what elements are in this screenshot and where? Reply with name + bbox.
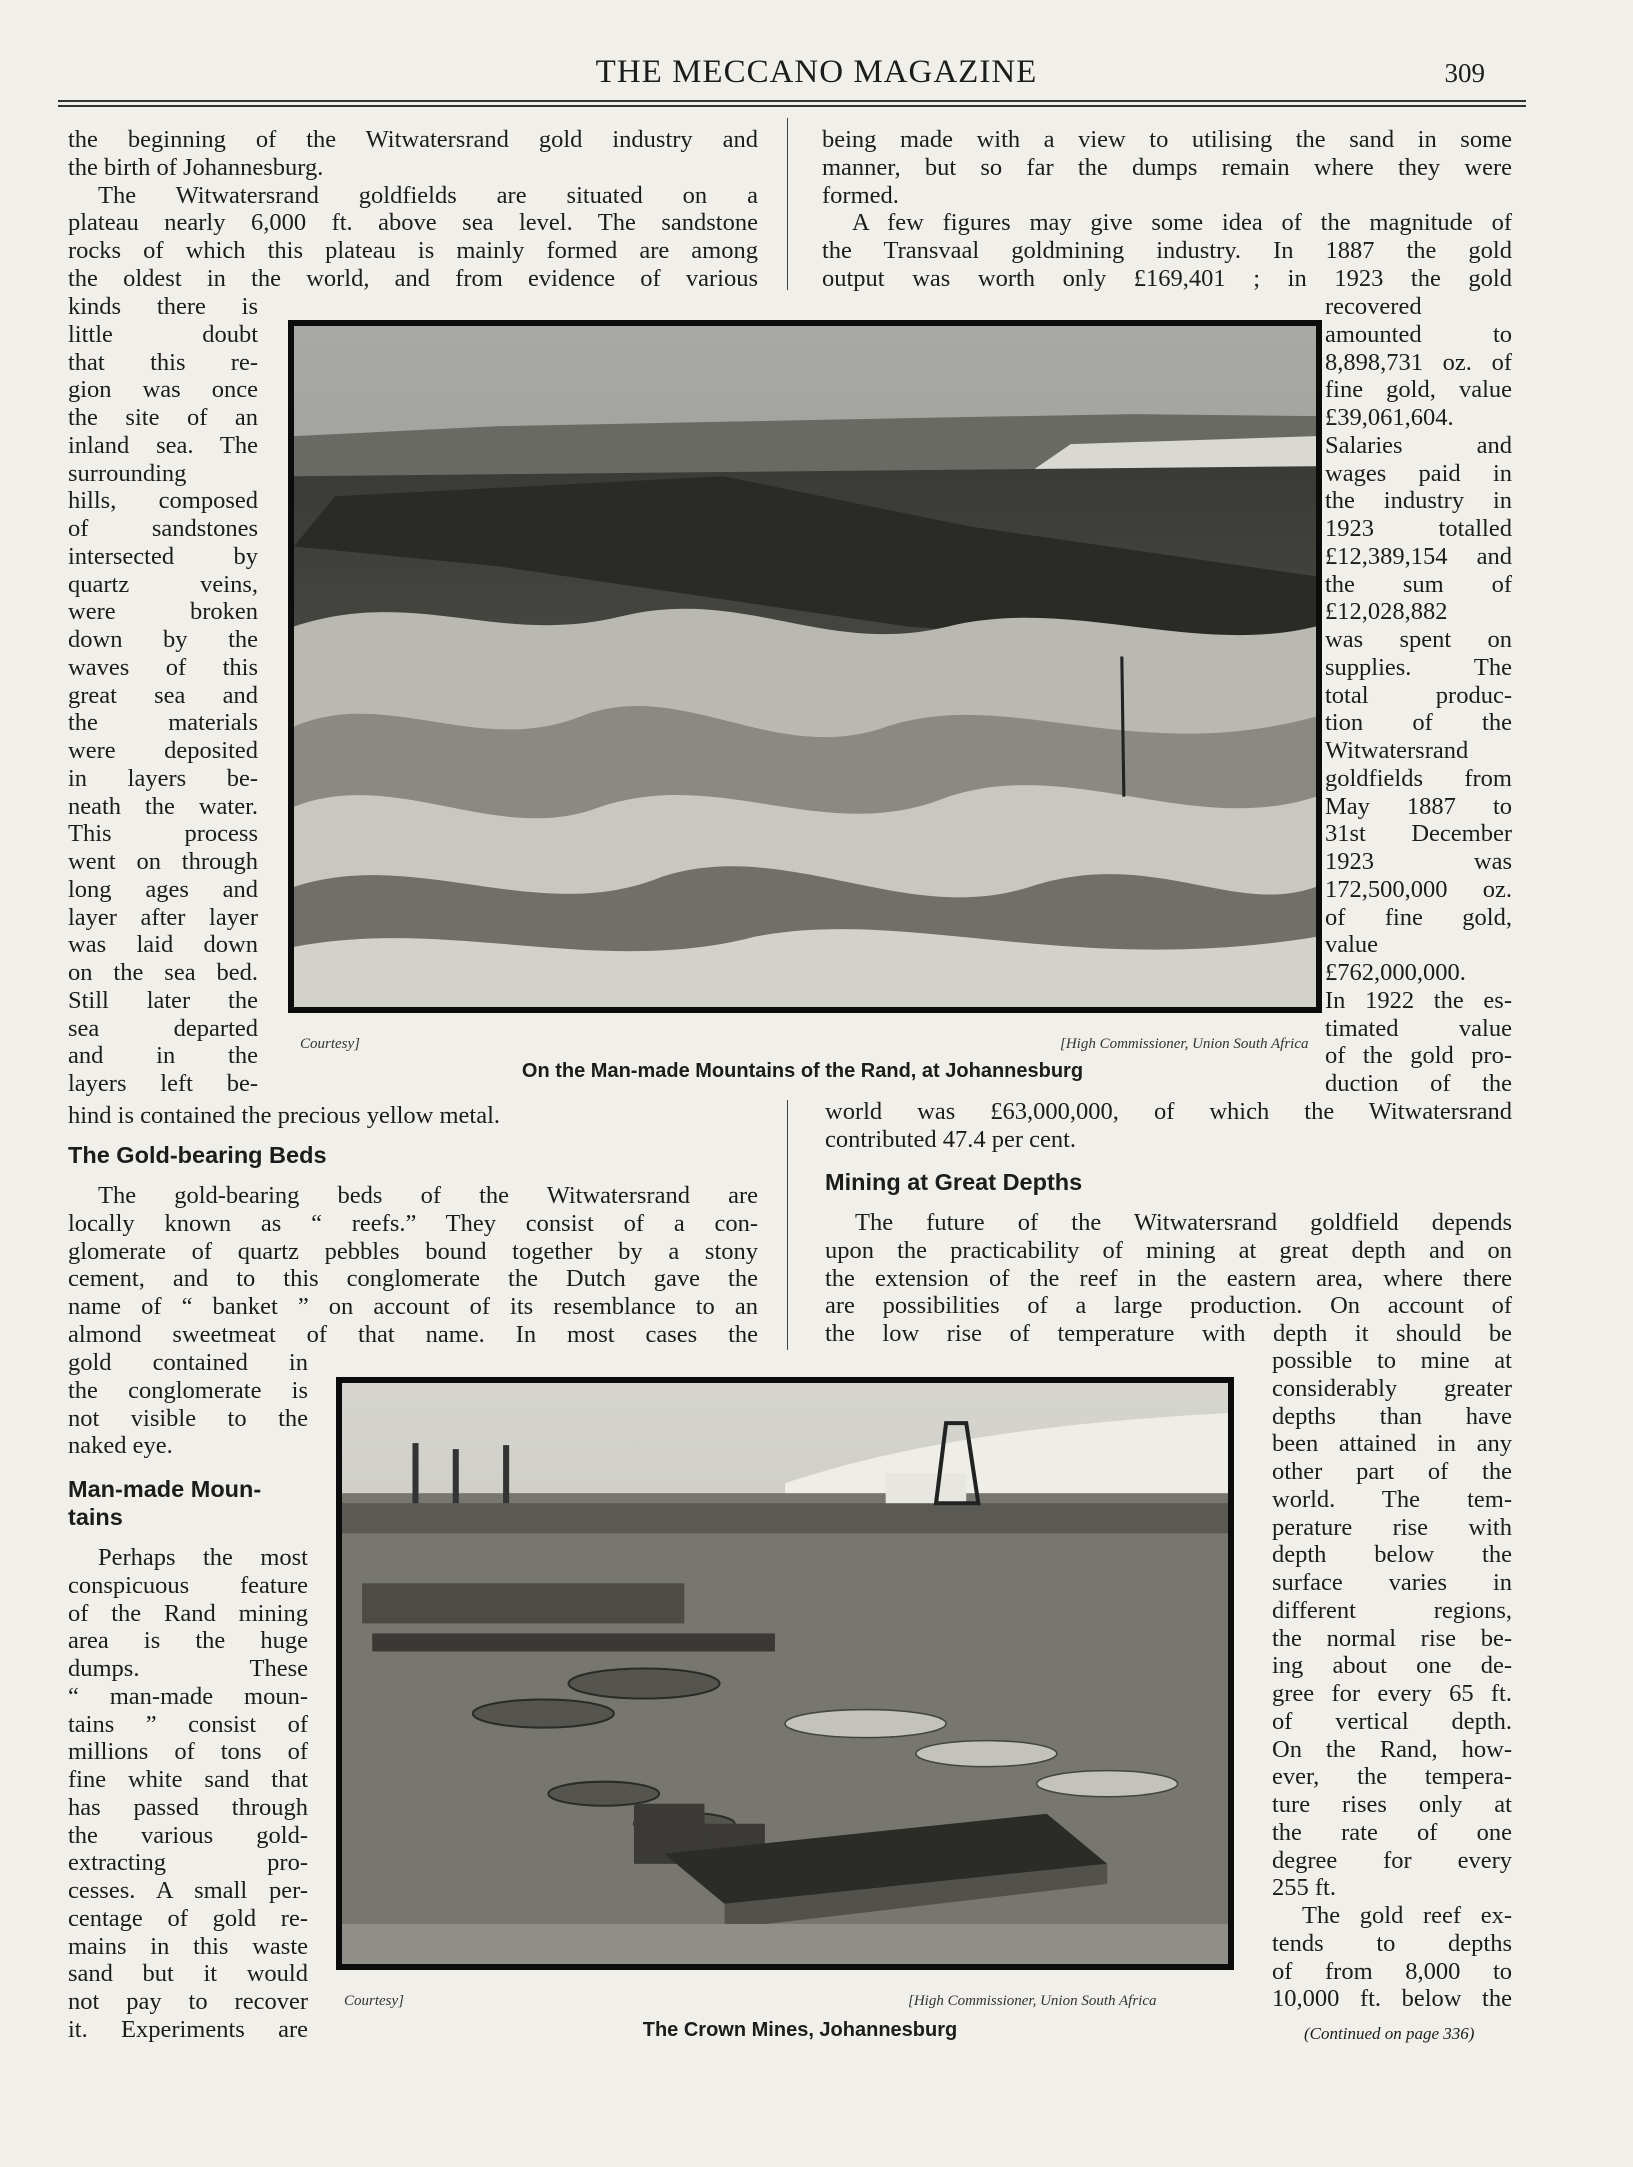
col2-narrow2-line: ing about one de- (1272, 1652, 1512, 1680)
col2-narrow2-line: degree for every (1272, 1846, 1512, 1874)
col1-narrow-line: hills, composed (68, 487, 258, 515)
heading-man-made-mountains-2: tains (68, 1504, 123, 1530)
col2-narrow-line: supplies. The (1325, 653, 1512, 681)
col1-narrow-line: This process (68, 820, 258, 848)
col1-narrow-line: the site of an (68, 404, 258, 431)
col2-narrow-line: value (1325, 931, 1379, 959)
col1-narrow-line: inland sea. The (68, 431, 258, 459)
col2-narrow2-line: been attained in any (1272, 1430, 1512, 1458)
col2-mid-line: world was £63,000,000, of which the Witwatersrand (825, 1098, 1512, 1125)
gold-beds-lines-line: cement, and to this conglomerate the Dutch gave the (68, 1265, 758, 1293)
col1-top-line: plateau nearly 6,000 ft. above sea level. The sandstone (68, 209, 758, 237)
photo2-caption: The Crown Mines, Johannesburg (642, 2019, 958, 2041)
col2-narrow-line: of fine gold, (1325, 903, 1512, 931)
col1-narrow-line: layer after layer (68, 903, 258, 931)
mountains-lines-line: has passed through (68, 1793, 308, 1821)
gold-beds-lines-line: almond sweetmeat of that name. In most cases the (68, 1321, 758, 1348)
mountains-lines-line: of the Rand mining (68, 1599, 308, 1627)
col2-narrow-line: £12,028,882 (1325, 598, 1448, 626)
mountains-lines-line: not pay to recover (68, 1988, 308, 2015)
col2-narrow-line: recovered (1325, 293, 1422, 320)
col1-top-line: the oldest in the world, and from evidence of various (68, 265, 758, 292)
col1-narrow-line: layers left be- (68, 1070, 258, 1097)
col2-narrow-line: 1923 totalled (1325, 515, 1512, 542)
col1-narrow-line: in layers be- (68, 764, 258, 792)
dumps-photo-illustration (294, 326, 1316, 1007)
col2-narrow2-line: of from 8,000 to (1272, 1957, 1512, 1985)
col2-narrow2-line: 10,000 ft. below the (1272, 1985, 1512, 2013)
mountains-lines-line: fine white sand that (68, 1766, 308, 1793)
col2-narrow2-line: considerably greater (1272, 1374, 1512, 1402)
col2-narrow-line: the industry in (1325, 487, 1512, 515)
header-rule-top (58, 100, 1526, 102)
col2-narrow-line: 8,898,731 oz. of (1325, 348, 1512, 376)
column-rule-middle (787, 1100, 788, 1350)
col1-narrow-line: were broken (68, 598, 258, 626)
mountains-lines-line: cesses. A small per- (68, 1877, 308, 1904)
col2-narrow-line: total produc- (1325, 681, 1512, 709)
mountains-lines-line: centage of gold re- (68, 1904, 308, 1932)
col1-narrow-line: great sea and (68, 681, 258, 709)
gold-beds-lines-line: glomerate of quartz pebbles bound together by a stony (68, 1237, 758, 1265)
col1-narrow-line: were deposited (68, 737, 258, 764)
col2-narrow2-line: On the Rand, how- (1272, 1735, 1512, 1763)
col2-narrow2-line: The gold reef ex- (1302, 1902, 1512, 1929)
continued-note: (Continued on page 336) (1304, 2024, 1475, 2043)
gold-beds-lines-line: name of “ banket ” on account of its resemblance to an (68, 1293, 758, 1321)
crown-mines-photo-illustration (342, 1383, 1228, 1964)
col1-top-line: rocks of which this plateau is mainly formed are among (68, 237, 758, 265)
col2-narrow-line: tion of the (1325, 709, 1512, 737)
photo1-credit-left: Courtesy] (300, 1036, 360, 1052)
col1-narrow-line: quartz veins, (68, 570, 258, 598)
col2-narrow-line: the sum of (1325, 570, 1512, 598)
col1-narrow-line: surrounding (68, 459, 187, 487)
col1-narrow-line: long ages and (68, 875, 258, 903)
col1-narrow-line: and in the (68, 1042, 258, 1070)
col2-narrow2-line: depth below the (1272, 1541, 1512, 1569)
col1-narrow-line: gion was once (68, 376, 258, 404)
mountains-lines-line: it. Experiments are (68, 2015, 308, 2043)
col2-narrow-line: duction of the (1325, 1070, 1512, 1097)
col1-narrow-line: went on through (68, 848, 258, 875)
col1-narrow-line: Still later the (68, 986, 258, 1014)
magazine-title: THE MECCANO MAGAZINE (595, 54, 1038, 90)
col1-narrow-line: that this re- (68, 348, 258, 376)
col2-narrow-line: Witwatersrand (1325, 737, 1469, 764)
photo1-caption: On the Man-made Mountains of the Rand, at Johannesburg (521, 1060, 1084, 1082)
mountains-lines-line: “ man-made moun- (68, 1682, 308, 1710)
col2-narrow-line: 31st December (1325, 820, 1512, 848)
photo2-credit-right: [High Commissioner, Union South Africa (908, 1993, 1157, 2009)
col1-narrow-line: was laid down (68, 931, 258, 959)
col2-narrow-line: timated value (1325, 1014, 1512, 1042)
col2-narrow-line: fine gold, value (1325, 376, 1512, 404)
mountains-lines-line: conspicuous feature (68, 1571, 308, 1599)
col1-narrow2-line: the conglomerate is (68, 1376, 308, 1404)
col1-narrow-line: the materials (68, 709, 258, 737)
col2-narrow-line: 1923 was (1325, 848, 1512, 875)
mountains-lines-line: the various gold- (68, 1821, 308, 1849)
col1-narrow-line: of sandstones (68, 515, 258, 542)
col2-narrow2-line: tends to depths (1272, 1929, 1512, 1957)
col2-narrow-line: May 1887 to (1325, 792, 1512, 820)
col1-top-line: The Witwatersrand goldfields are situated on a (98, 181, 758, 209)
col1-top-line: the beginning of the Witwatersrand gold industry and (68, 126, 758, 153)
mountains-lines-line: millions of tons of (68, 1738, 308, 1766)
col1-top-line: the birth of Johannesburg. (68, 153, 324, 181)
col2-narrow-line: of the gold pro- (1325, 1042, 1512, 1070)
col2-narrow2-line: depths than have (1272, 1402, 1512, 1430)
depths-lines-line: the extension of the reef in the eastern area, where there (825, 1264, 1512, 1292)
col2-narrow-line: In 1922 the es- (1325, 986, 1512, 1014)
col2-narrow-line: was spent on (1325, 626, 1512, 653)
heading-man-made-mountains-1: Man-made Moun- (68, 1476, 262, 1502)
col2-narrow-line: wages paid in (1325, 459, 1512, 487)
col1-narrow2-line: naked eye. (68, 1432, 173, 1460)
mountains-lines-line: sand but it would (68, 1960, 308, 1988)
gold-beds-lines-line: locally known as “ reefs.” They consist of a con- (68, 1209, 758, 1237)
col2-top-line: manner, but so far the dumps remain where they were (822, 153, 1512, 181)
header-rule-bottom (58, 105, 1526, 107)
gold-beds-lines-line: The gold-bearing beds of the Witwatersrand are (98, 1182, 758, 1209)
mountains-lines-line: Perhaps the most (98, 1544, 308, 1571)
depths-lines-line: the low rise of temperature with depth it should be (825, 1320, 1512, 1348)
col1-narrow-line: intersected by (68, 542, 258, 570)
col1-narrow-line: sea departed (68, 1014, 258, 1042)
photo-crown-mines (336, 1377, 1234, 1970)
col2-narrow2-line: gree for every 65 ft. (1272, 1680, 1512, 1707)
col1-after-photo-text: hind is contained the precious yellow metal. (68, 1102, 501, 1129)
heading-gold-bearing-beds: The Gold-bearing Beds (68, 1142, 327, 1168)
col1-narrow2-line: not visible to the (68, 1404, 308, 1432)
col1-narrow2-line: gold contained in (68, 1349, 308, 1376)
col1-narrow-line: little doubt (68, 320, 258, 348)
depths-lines-line: are possibilities of a large production. On account of (825, 1292, 1512, 1320)
mountains-lines-line: mains in this waste (68, 1932, 308, 1960)
photo-man-made-mountains (288, 320, 1322, 1013)
mountains-lines-line: extracting pro- (68, 1849, 308, 1877)
col2-narrow-line: Salaries and (1325, 431, 1512, 459)
page-number: 309 (1444, 58, 1485, 88)
col2-narrow2-line: the rate of one (1272, 1818, 1512, 1846)
col2-narrow2-line: other part of the (1272, 1458, 1512, 1485)
depths-lines-line: upon the practicability of mining at great depth and on (825, 1236, 1512, 1264)
col2-top-line: A few figures may give some idea of the magnitude of (852, 209, 1512, 237)
col2-narrow-line: 172,500,000 oz. (1325, 875, 1512, 903)
col2-narrow2-line: surface varies in (1272, 1569, 1512, 1596)
col2-narrow2-line: different regions, (1272, 1596, 1512, 1624)
col2-narrow-line: £12,389,154 and (1325, 542, 1512, 570)
depths-lines-line: The future of the Witwatersrand goldfield depends (855, 1209, 1512, 1236)
col2-narrow2-line: ture rises only at (1272, 1791, 1512, 1818)
mountains-lines-line: tains ” consist of (68, 1710, 308, 1738)
col2-narrow-line: amounted to (1325, 320, 1512, 348)
col2-narrow-line: £762,000,000. (1325, 959, 1466, 986)
col2-narrow2-line: possible to mine at (1272, 1347, 1512, 1374)
col2-narrow2-line: ever, the tempera- (1272, 1763, 1512, 1791)
col2-narrow2-line: of vertical depth. (1272, 1707, 1512, 1735)
col1-narrow-line: neath the water. (68, 792, 258, 820)
col2-narrow2-line: perature rise with (1272, 1513, 1512, 1541)
col1-narrow-line: on the sea bed. (68, 959, 258, 986)
col2-mid-line: contributed 47.4 per cent. (825, 1125, 1077, 1153)
photo2-credit-left: Courtesy] (344, 1993, 404, 2009)
mountains-lines-line: dumps. These (68, 1655, 308, 1682)
col2-top-line: the Transvaal goldmining industry. In 1887 the gold (822, 237, 1512, 265)
heading-mining-at-great-depths: Mining at Great Depths (825, 1169, 1083, 1195)
photo1-credit-right: [High Commissioner, Union South Africa (1060, 1036, 1309, 1052)
col2-narrow2-line: the normal rise be- (1272, 1624, 1512, 1652)
col2-top-line: being made with a view to utilising the sand in some (822, 126, 1512, 153)
col2-top-line: output was worth only £169,401 ; in 1923 the gold (822, 265, 1512, 292)
column-rule-top (787, 118, 788, 290)
mountains-lines-line: area is the huge (68, 1627, 308, 1655)
col2-narrow2-line: 255 ft. (1272, 1874, 1336, 1902)
col2-narrow2-line: world. The tem- (1272, 1485, 1512, 1513)
col2-top-line: formed. (822, 181, 899, 209)
col1-narrow-line: waves of this (68, 653, 258, 681)
col2-narrow-line: £39,061,604. (1325, 404, 1454, 431)
col1-narrow-line: down by the (68, 626, 258, 653)
col1-narrow-line: kinds there is (68, 293, 258, 320)
col2-narrow-line: goldfields from (1325, 764, 1512, 792)
